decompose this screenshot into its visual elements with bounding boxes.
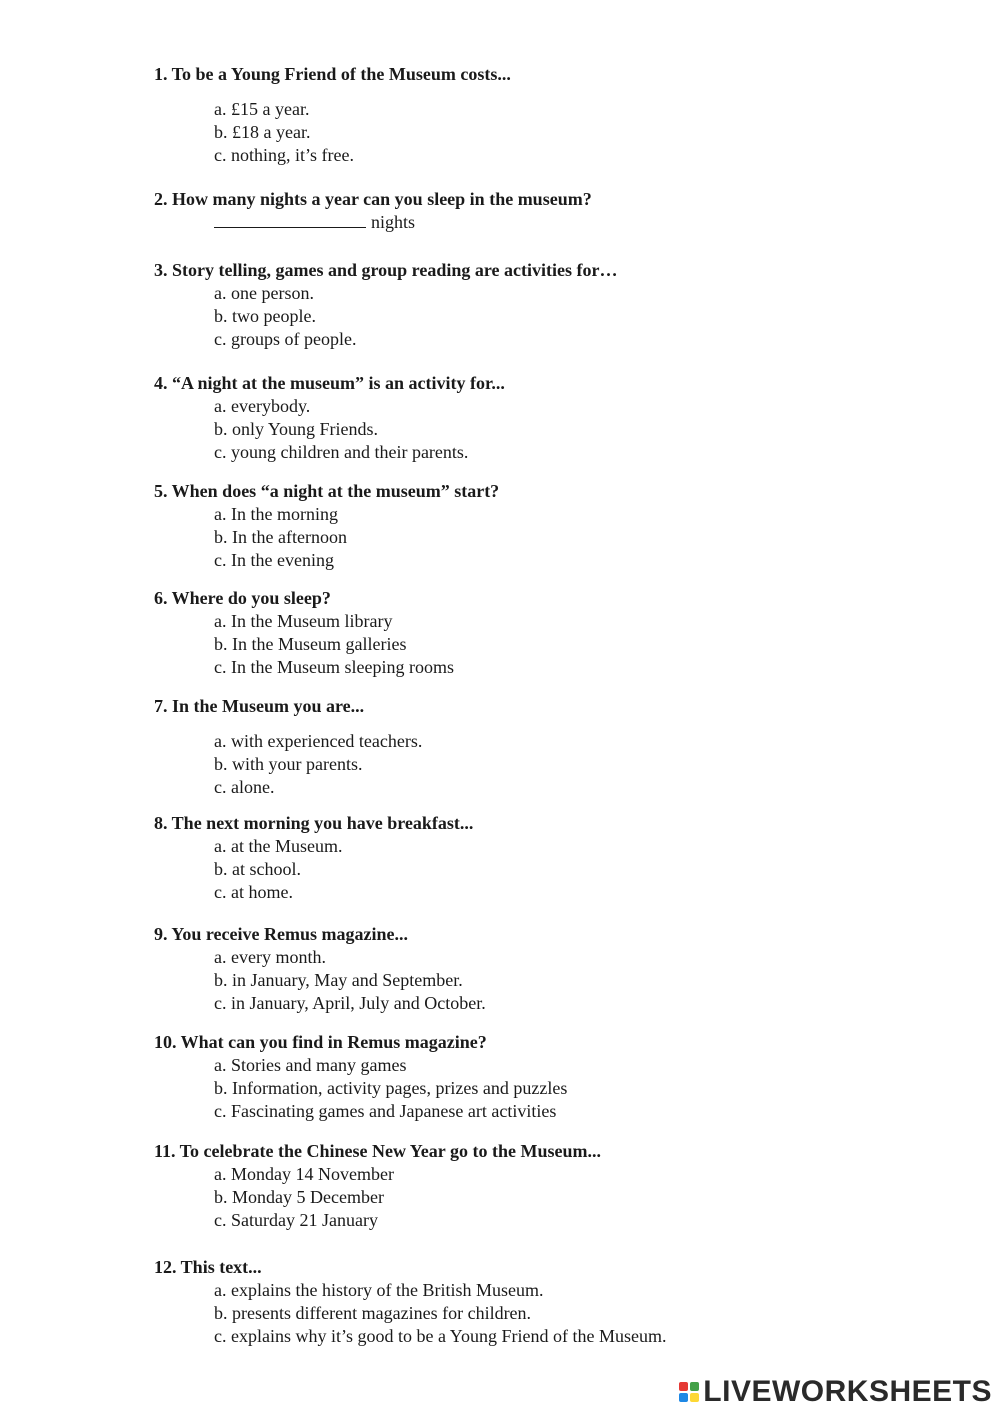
logo-square-blue	[679, 1393, 688, 1402]
logo-square-yellow	[690, 1393, 699, 1402]
option-c[interactable]: c. groups of people.	[214, 329, 357, 349]
options-list	[214, 1163, 954, 1232]
logo-square-green	[690, 1382, 699, 1391]
options-list	[214, 946, 954, 1015]
option-b[interactable]: b. two people.	[214, 306, 316, 326]
question-10	[154, 1031, 954, 1123]
question-text: 6. Where do you sleep?	[154, 588, 331, 608]
options-list	[214, 282, 954, 351]
option-c[interactable]: c. nothing, it’s free.	[214, 145, 354, 165]
option-b[interactable]: b. In the Museum galleries	[214, 634, 407, 654]
question-text: 7. In the Museum you are...	[154, 696, 365, 716]
option-b[interactable]: b. £18 a year.	[214, 122, 311, 142]
question-text: 9. You receive Remus magazine...	[154, 924, 408, 944]
option-a[interactable]: a. £15 a year.	[214, 99, 310, 119]
option-c[interactable]: c. In the evening	[214, 550, 334, 570]
answer-blank-row	[214, 211, 954, 234]
option-a[interactable]: a. one person.	[214, 283, 314, 303]
option-a[interactable]: a. In the Museum library	[214, 611, 393, 631]
question-1	[154, 63, 954, 167]
option-a[interactable]: a. In the morning	[214, 504, 338, 524]
question-text: 5. When does “a night at the museum” start?	[154, 481, 500, 501]
option-a[interactable]: a. Monday 14 November	[214, 1164, 394, 1184]
question-11	[154, 1140, 954, 1232]
question-12	[154, 1256, 954, 1348]
logo-mark-icon	[679, 1382, 699, 1402]
option-a[interactable]: a. Stories and many games	[214, 1055, 407, 1075]
question-5	[154, 480, 954, 572]
options-list	[214, 610, 954, 679]
question-3	[154, 259, 954, 351]
option-b[interactable]: b. presents different magazines for children.	[214, 1303, 532, 1323]
option-c[interactable]: c. in January, April, July and October.	[214, 993, 486, 1013]
option-b[interactable]: b. at school.	[214, 859, 301, 879]
options-list	[214, 503, 954, 572]
options-list	[214, 1279, 954, 1348]
option-a[interactable]: a. everybody.	[214, 396, 311, 416]
question-7	[154, 695, 954, 799]
question-text: 11. To celebrate the Chinese New Year go to the Museum...	[154, 1141, 601, 1161]
question-2	[154, 188, 954, 234]
option-c[interactable]: c. at home.	[214, 882, 293, 902]
question-text: 12. This text...	[154, 1257, 262, 1277]
option-a[interactable]: a. with experienced teachers.	[214, 731, 423, 751]
option-c[interactable]: c. young children and their parents.	[214, 442, 469, 462]
option-a[interactable]: a. explains the history of the British Museum.	[214, 1280, 544, 1300]
question-text: 3. Story telling, games and group reading are activities for…	[154, 260, 618, 280]
logo-text: LIVEWORKSHEETS	[703, 1375, 992, 1408]
options-list	[214, 98, 954, 167]
option-b[interactable]: b. in January, May and September.	[214, 970, 463, 990]
answer-blank[interactable]	[214, 212, 366, 228]
question-4	[154, 372, 954, 464]
question-text: 2. How many nights a year can you sleep in the museum?	[154, 189, 592, 209]
question-text: 4. “A night at the museum” is an activity for...	[154, 373, 505, 393]
option-b[interactable]: b. In the afternoon	[214, 527, 347, 547]
option-b[interactable]: b. with your parents.	[214, 754, 363, 774]
option-c[interactable]: c. explains why it’s good to be a Young Friend of the Museum.	[214, 1326, 667, 1346]
question-8	[154, 812, 954, 904]
option-a[interactable]: a. every month.	[214, 947, 326, 967]
option-b[interactable]: b. Information, activity pages, prizes and puzzles	[214, 1078, 568, 1098]
liveworksheets-logo	[679, 1377, 992, 1407]
option-c[interactable]: c. Fascinating games and Japanese art activities	[214, 1101, 557, 1121]
options-list	[214, 835, 954, 904]
question-9	[154, 923, 954, 1015]
question-text: 10. What can you find in Remus magazine?	[154, 1032, 487, 1052]
blank-suffix: nights	[371, 212, 416, 232]
option-b[interactable]: b. only Young Friends.	[214, 419, 379, 439]
options-list	[214, 730, 954, 799]
logo-square-red	[679, 1382, 688, 1391]
option-a[interactable]: a. at the Museum.	[214, 836, 343, 856]
option-c[interactable]: c. Saturday 21 January	[214, 1210, 378, 1230]
options-list	[214, 1054, 954, 1123]
option-b[interactable]: b. Monday 5 December	[214, 1187, 384, 1207]
question-text: 8. The next morning you have breakfast...	[154, 813, 474, 833]
option-c[interactable]: c. In the Museum sleeping rooms	[214, 657, 454, 677]
question-text: 1. To be a Young Friend of the Museum costs...	[154, 64, 511, 84]
option-c[interactable]: c. alone.	[214, 777, 275, 797]
question-6	[154, 587, 954, 679]
options-list	[214, 395, 954, 464]
